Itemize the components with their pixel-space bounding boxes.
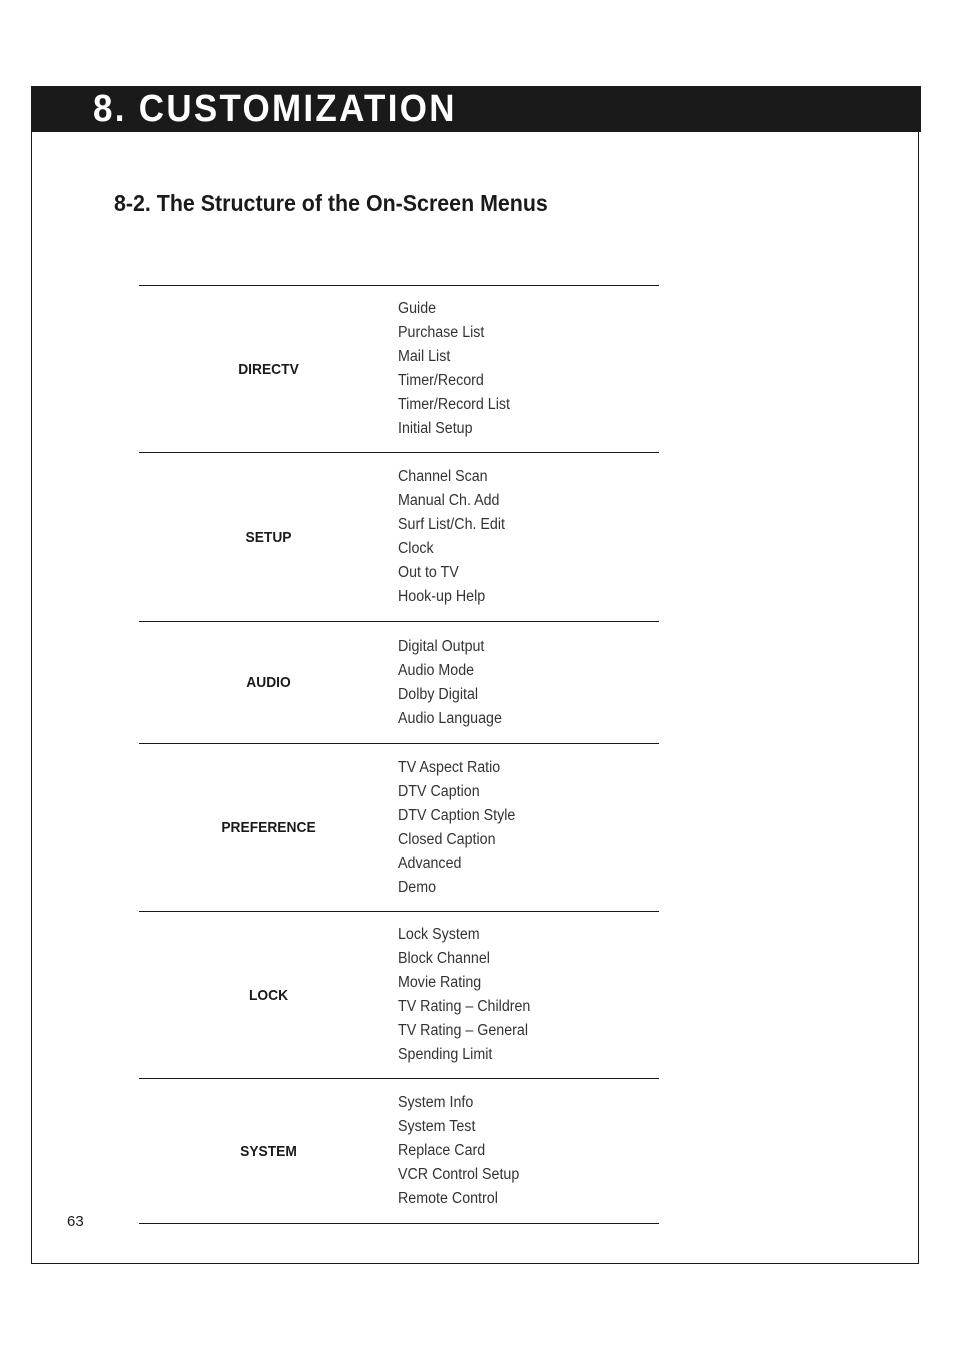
menu-item-list bbox=[398, 465, 514, 609]
menu-item: Initial Setup bbox=[398, 420, 473, 437]
menu-item: System Info bbox=[398, 1094, 474, 1111]
menu-item: Spending Limit bbox=[398, 1046, 493, 1063]
chapter-header-bar bbox=[31, 86, 921, 132]
page-number: 63 bbox=[67, 1213, 84, 1230]
menu-item: Guide bbox=[398, 300, 437, 317]
menu-item: Timer/Record bbox=[398, 372, 484, 389]
menu-category: PREFERENCE bbox=[221, 819, 316, 836]
menu-row-setup bbox=[139, 453, 659, 622]
menu-item: Closed Caption bbox=[398, 830, 496, 848]
menu-item: Replace Card bbox=[398, 1142, 486, 1159]
menu-item: Channel Scan bbox=[398, 468, 488, 485]
menu-item-list bbox=[398, 297, 520, 441]
menu-category: SETUP bbox=[245, 528, 292, 546]
menu-item-list bbox=[398, 756, 526, 900]
menu-category: AUDIO bbox=[246, 674, 291, 691]
menu-item: Audio Language bbox=[398, 709, 502, 727]
menu-item: Manual Ch. Add bbox=[398, 492, 500, 509]
menu-item: DTV Caption bbox=[398, 782, 480, 800]
menu-item: Dolby Digital bbox=[398, 685, 479, 703]
menu-item: Movie Rating bbox=[398, 974, 482, 991]
menu-category: LOCK bbox=[248, 986, 289, 1004]
menu-item: Purchase List bbox=[398, 324, 485, 341]
menu-item-list bbox=[398, 1091, 530, 1211]
menu-item: Timer/Record List bbox=[398, 396, 510, 413]
menu-item: Mail List bbox=[398, 348, 451, 365]
menu-category: SYSTEM bbox=[240, 1142, 297, 1160]
menu-row-audio bbox=[139, 622, 659, 744]
menu-item: VCR Control Setup bbox=[398, 1166, 520, 1183]
menu-item: TV Rating – Children bbox=[398, 998, 531, 1015]
menu-item: Lock System bbox=[398, 926, 480, 943]
menu-item: Remote Control bbox=[398, 1190, 498, 1207]
menu-structure-table bbox=[139, 285, 659, 1224]
menu-item: Block Channel bbox=[398, 950, 490, 967]
section-title: 8-2. The Structure of the On-Screen Menus bbox=[114, 190, 548, 216]
menu-item: Audio Mode bbox=[398, 661, 475, 679]
menu-item: Hook-up Help bbox=[398, 588, 486, 605]
menu-category: DIRECTV bbox=[238, 360, 299, 378]
menu-item-list bbox=[398, 923, 542, 1067]
menu-item: Clock bbox=[398, 540, 434, 557]
menu-item: TV Rating – General bbox=[398, 1022, 528, 1039]
menu-item: Digital Output bbox=[398, 637, 485, 655]
menu-item: Out to TV bbox=[398, 564, 459, 581]
menu-item: TV Aspect Ratio bbox=[398, 758, 501, 776]
menu-item: Advanced bbox=[398, 854, 462, 872]
chapter-title: 8. CUSTOMIZATION bbox=[93, 88, 457, 130]
menu-item-list bbox=[398, 635, 511, 731]
menu-row-preference bbox=[139, 744, 659, 912]
menu-row-system bbox=[139, 1079, 659, 1224]
menu-item: DTV Caption Style bbox=[398, 806, 516, 824]
menu-item: Demo bbox=[398, 878, 437, 896]
menu-item: Surf List/Ch. Edit bbox=[398, 516, 505, 533]
menu-row-directv bbox=[139, 286, 659, 453]
menu-item: System Test bbox=[398, 1118, 476, 1135]
menu-row-lock bbox=[139, 912, 659, 1079]
